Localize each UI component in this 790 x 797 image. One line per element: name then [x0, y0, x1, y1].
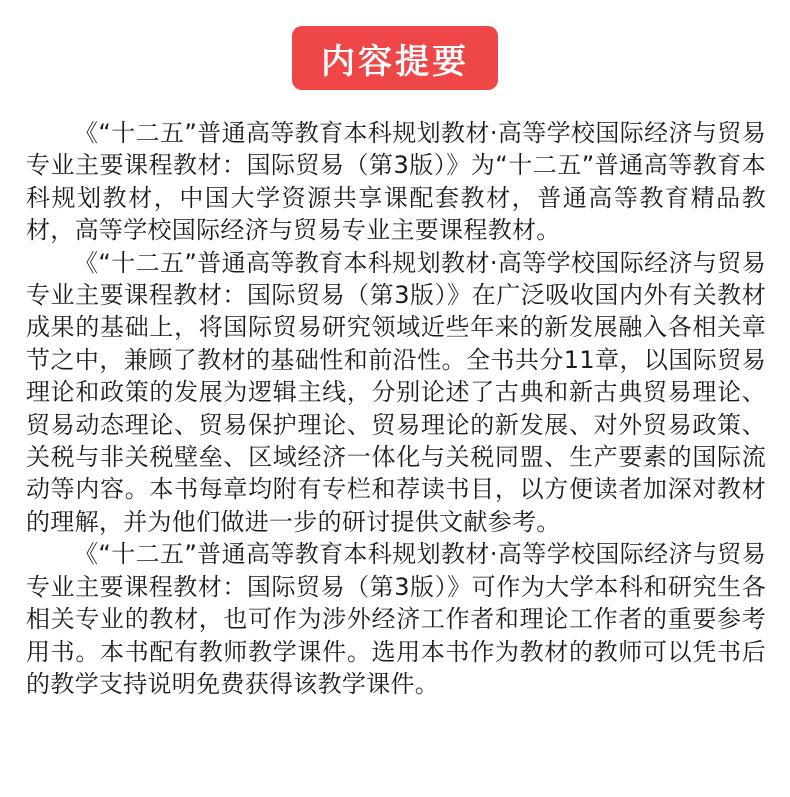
header	[0, 26, 790, 90]
section-title-badge	[292, 26, 498, 90]
summary-paragraph-2: 《“十二五”普通高等教育本科规划教材·高等学校国际经济与贸易专业主要课程教材：国际贸易（第3版）》在广泛吸收国内外有关教材成果的基础上，将国际贸易研究领域近些年来的新发展融入各相关章节之中，兼顾了教材的基础性和前沿性。全书共分11章，以国际贸易理论和政策的发展为逻辑主线，分别论述了古典和新古典贸易理论、贸易动态理论、贸易保护理论、贸易理论的新发展、对外贸易政策、关税与非关税壁垒、区域经济一体化与关税同盟、生产要素的国际流动等内容。本书每章均附有专栏和荐读书目，以方便读者加深对教材的理解，并为他们做进一步的研讨提供文献参考。	[26, 248, 766, 536]
section-title: 内容提要	[321, 41, 469, 82]
summary-body	[26, 117, 766, 700]
summary-paragraph-1: 《“十二五”普通高等教育本科规划教材·高等学校国际经济与贸易专业主要课程教材：国际贸易（第3版）》为“十二五”普通高等教育本科规划教材，中国大学资源共享课配套教材，普通高等教育精品教材，高等学校国际经济与贸易专业主要课程教材。	[26, 119, 766, 245]
summary-paragraph-3: 《“十二五”普通高等教育本科规划教材·高等学校国际经济与贸易专业主要课程教材：国际贸易（第3版）》可作为大学本科和研究生各相关专业的教材，也可作为涉外经济工作者和理论工作者的重要参考用书。本书配有教师教学课件。选用本书作为教材的教师可以凭书后的教学支持说明免费获得该教学课件。	[26, 540, 766, 698]
